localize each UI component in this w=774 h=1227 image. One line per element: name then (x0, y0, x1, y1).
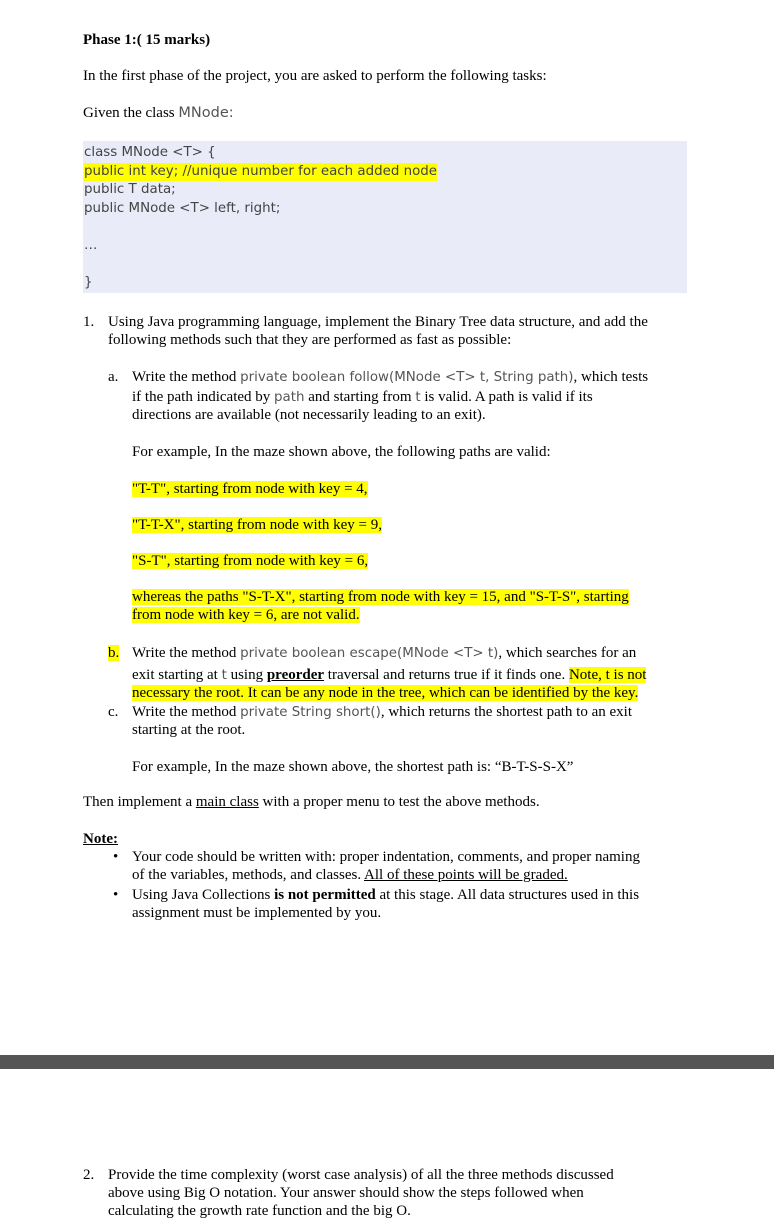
t-param: t (415, 390, 421, 405)
bullet-2: • (113, 887, 119, 903)
note-item-1-line-2: of the variables, methods, and classes. All of these points will be graded. (132, 867, 568, 883)
item-a-line-1: Write the method private boolean follow(MNode <T> t, String path), which tests (132, 369, 649, 385)
item-b-line-1: Write the method private boolean escape(MNode <T> t), which searches for an (132, 645, 637, 661)
main-class-text: main class (195, 794, 259, 810)
given-class-line (83, 104, 234, 122)
note-item-1-line-1: Your code should be written with: proper indentation, comments, and proper naming (132, 849, 640, 865)
q1-line-2: following methods such that they are performed as fast as possible: (108, 332, 512, 348)
code-ellipsis: … (84, 238, 98, 253)
example-invalid-line-1: whereas the paths "S-T-X", starting from node with key = 15, and "S-T-S", starting (132, 589, 629, 605)
item-b-line-2: exit starting at t using preorder traversal and returns true if it finds one. Note, t is not (132, 667, 647, 683)
page-divider (0, 1055, 774, 1069)
main-class-instruction: Then implement a main class with a proper menu to test the above methods. (83, 794, 540, 810)
q2-line-3: calculating the growth rate function and the big O. (108, 1203, 411, 1219)
short-signature: private String short() (240, 705, 381, 720)
not-permitted-text: is not permitted (274, 887, 376, 903)
phase-title: Phase 1:( 15 marks) (83, 32, 211, 48)
path-param: path (274, 390, 305, 405)
item-b-marker: b. (108, 645, 120, 661)
item-a-example-intro: For example, In the maze shown above, the following paths are valid: (132, 444, 551, 460)
code-close-brace: } (84, 275, 93, 290)
note-item-2-line-2: assignment must be implemented by you. (132, 905, 382, 921)
follow-signature: private boolean follow(MNode <T> t, String path) (240, 370, 574, 385)
item-c-marker: c. (108, 704, 119, 720)
item-c-line-1: Write the method private String short(), which returns the shortest path to an exit (132, 704, 633, 720)
escape-signature: private boolean escape(MNode <T> t) (240, 646, 499, 661)
given-prefix: Given the class (83, 105, 179, 121)
intro-text: In the first phase of the project, you are asked to perform the following tasks: (83, 68, 547, 84)
item-a-line-3: directions are available (not necessarily leading to an exit). (132, 407, 486, 423)
q2-number: 2. (83, 1167, 95, 1183)
example-path-3: "S-T", starting from node with key = 6, (132, 553, 369, 569)
graded-notice: All of these points will be graded. (364, 867, 568, 883)
q1-line-1: Using Java programming language, implement the Binary Tree data structure, and add the (108, 314, 648, 330)
note-heading: Note: (83, 831, 118, 847)
code-line-2: public int key; //unique number for each added node (84, 164, 438, 179)
given-class-name: MNode: (178, 105, 234, 121)
code-line-3: public T data; (84, 182, 176, 197)
q1-number: 1. (83, 314, 95, 330)
note-item-2-line-1: Using Java Collections is not permitted at this stage. All data structures used in this (132, 887, 640, 903)
item-b-line-3: necessary the root. It can be any node in the tree, which can be identified by the key. (132, 685, 639, 701)
preorder-keyword: preorder (266, 667, 325, 683)
example-path-2: "T-T-X", starting from node with key = 9, (132, 517, 382, 533)
q2-line-1: Provide the time complexity (worst case analysis) of all the three methods discussed (108, 1167, 614, 1183)
bullet-1: • (113, 849, 119, 865)
item-c-example: For example, In the maze shown above, the shortest path is: “B-T-S-S-X” (132, 759, 574, 775)
code-line-1: class MNode <T> { (84, 145, 216, 160)
example-path-1: "T-T", starting from node with key = 4, (132, 481, 368, 497)
q2-line-2: above using Big O notation. Your answer should show the steps followed when (108, 1185, 584, 1201)
item-c-line-2: starting at the root. (132, 722, 246, 738)
item-a-line-2: if the path indicated by path and starting from t is valid. A path is valid if its (132, 389, 593, 405)
code-line-4: public MNode <T> left, right; (84, 201, 281, 216)
item-a-marker: a. (108, 369, 119, 385)
example-invalid-line-2: from node with key = 6, are not valid. (132, 607, 360, 623)
note-highlight: Note, t is not (568, 667, 647, 683)
